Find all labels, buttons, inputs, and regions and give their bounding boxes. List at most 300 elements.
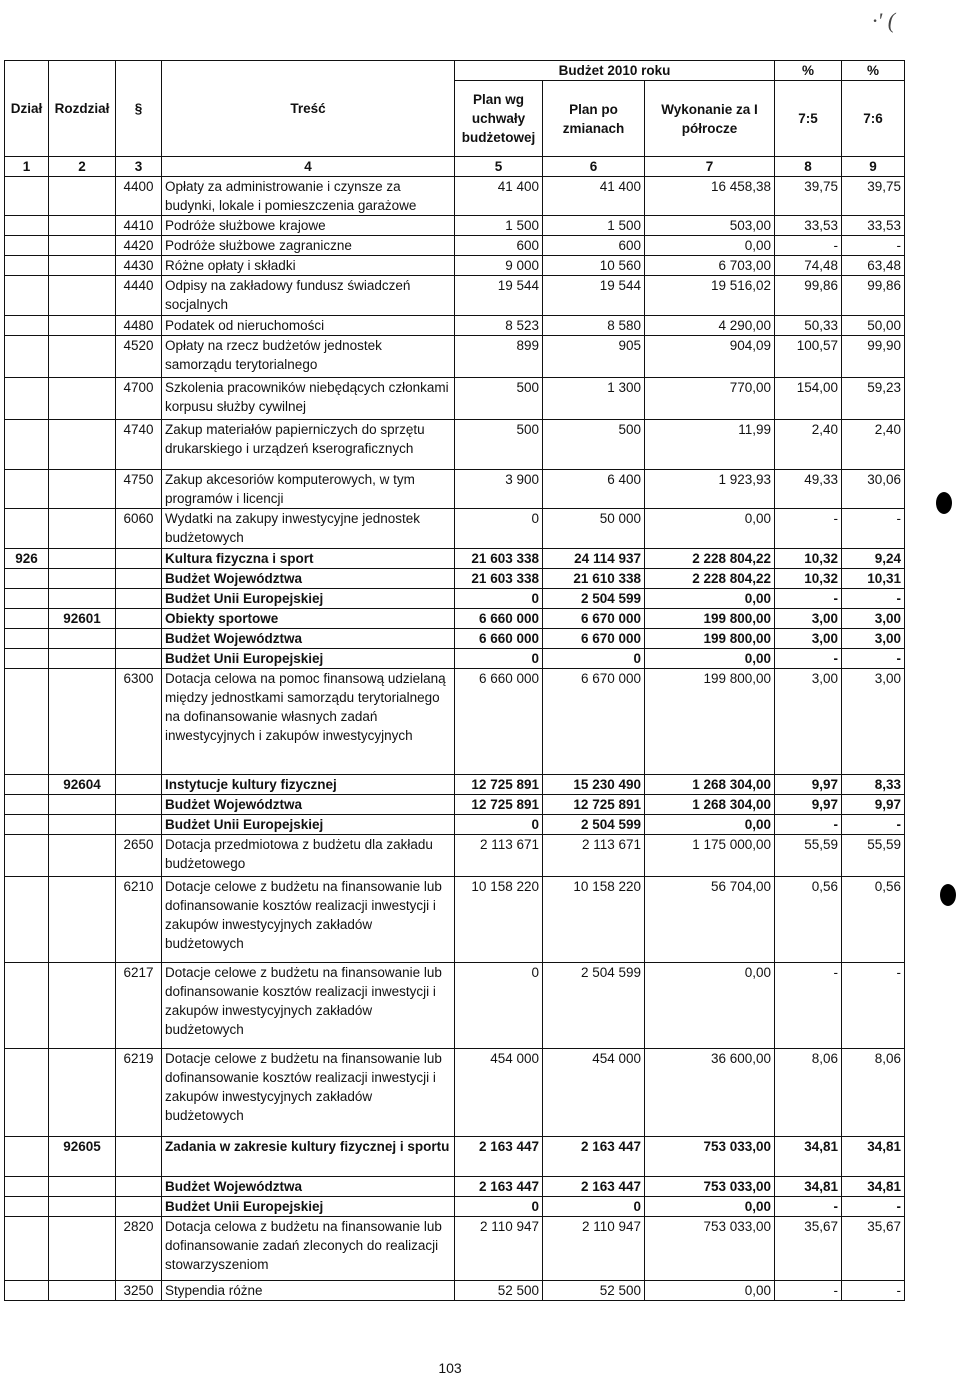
description-cell: Budżet Województwa (162, 629, 455, 649)
plan-po-zmianach-cell: 52 500 (543, 1281, 645, 1301)
rozdzial-cell (49, 649, 116, 669)
table-row (5, 775, 905, 795)
plan-po-zmianach-cell: 6 670 000 (543, 609, 645, 629)
pct-75-cell: 49,33 (775, 470, 842, 509)
paragraf-cell (116, 1137, 162, 1177)
header-pct-75-top: % (775, 61, 842, 81)
header-plan-po-zmianach: Plan po zmianach (543, 81, 645, 157)
header-plan-uchwaly: Plan wg uchwały budżetowej (455, 81, 543, 157)
pct-75-cell: - (775, 236, 842, 256)
column-number: 7 (645, 157, 775, 177)
pct-75-cell: 74,48 (775, 256, 842, 276)
pct-76-cell: 33,53 (842, 216, 905, 236)
pct-76-cell: 10,31 (842, 569, 905, 589)
pct-76-cell: 34,81 (842, 1137, 905, 1177)
rozdzial-cell (49, 669, 116, 775)
table-row (5, 177, 905, 216)
plan-po-zmianach-cell: 2 113 671 (543, 835, 645, 877)
pct-75-cell: 9,97 (775, 775, 842, 795)
paragraf-cell: 6219 (116, 1049, 162, 1137)
rozdzial-cell (49, 276, 116, 316)
pct-76-cell: 35,67 (842, 1217, 905, 1281)
wykonanie-cell: 753 033,00 (645, 1137, 775, 1177)
rozdzial-cell (49, 1281, 116, 1301)
description-cell: Instytucje kultury fizycznej (162, 775, 455, 795)
handwritten-corner-mark: ·' ( (872, 8, 896, 33)
paragraf-cell: 4420 (116, 236, 162, 256)
paragraf-cell: 4520 (116, 336, 162, 378)
dzial-cell (5, 336, 49, 378)
pct-75-cell: 9,97 (775, 795, 842, 815)
dzial-cell (5, 835, 49, 877)
plan-po-zmianach-cell: 6 670 000 (543, 629, 645, 649)
dzial-cell (5, 815, 49, 835)
plan-po-zmianach-cell: 1 500 (543, 216, 645, 236)
wykonanie-cell: 753 033,00 (645, 1177, 775, 1197)
paragraf-cell: 2820 (116, 1217, 162, 1281)
plan-uchwaly-cell: 6 660 000 (455, 629, 543, 649)
plan-uchwaly-cell: 21 603 338 (455, 549, 543, 569)
pct-75-cell: 8,06 (775, 1049, 842, 1137)
pct-76-cell: 8,33 (842, 775, 905, 795)
wykonanie-cell: 0,00 (645, 236, 775, 256)
rozdzial-cell (49, 420, 116, 470)
rozdzial-cell (49, 1049, 116, 1137)
paragraf-cell: 4750 (116, 470, 162, 509)
table-row (5, 569, 905, 589)
plan-uchwaly-cell: 21 603 338 (455, 569, 543, 589)
paragraf-cell (116, 609, 162, 629)
pct-76-cell: 0,56 (842, 877, 905, 963)
pct-76-cell: 55,59 (842, 835, 905, 877)
wykonanie-cell: 19 516,02 (645, 276, 775, 316)
pct-75-cell: 39,75 (775, 177, 842, 216)
table-row (5, 378, 905, 420)
pct-75-cell: 2,40 (775, 420, 842, 470)
description-cell: Dotacje celowe z budżetu na finansowanie lub dofinansowanie kosztów realizacji inwestycji i zakupów inwestycyjnych zakładów budżetowych (162, 963, 455, 1049)
plan-uchwaly-cell: 899 (455, 336, 543, 378)
column-number: 3 (116, 157, 162, 177)
header-paragraf: § (116, 61, 162, 157)
dzial-cell (5, 1217, 49, 1281)
rozdzial-cell (49, 216, 116, 236)
wykonanie-cell: 2 228 804,22 (645, 549, 775, 569)
table-row (5, 877, 905, 963)
description-cell: Zadania w zakresie kultury fizycznej i sportu (162, 1137, 455, 1177)
dzial-cell (5, 963, 49, 1049)
description-cell: Budżet Województwa (162, 795, 455, 815)
plan-uchwaly-cell: 2 163 447 (455, 1177, 543, 1197)
paragraf-cell: 3250 (116, 1281, 162, 1301)
column-number: 1 (5, 157, 49, 177)
dzial-cell (5, 649, 49, 669)
plan-po-zmianach-cell: 600 (543, 236, 645, 256)
wykonanie-cell: 0,00 (645, 589, 775, 609)
column-number: 8 (775, 157, 842, 177)
pct-76-cell: 99,86 (842, 276, 905, 316)
paragraf-cell (116, 775, 162, 795)
dzial-cell (5, 569, 49, 589)
plan-po-zmianach-cell: 454 000 (543, 1049, 645, 1137)
pct-75-cell: - (775, 1281, 842, 1301)
column-number: 5 (455, 157, 543, 177)
plan-po-zmianach-cell: 41 400 (543, 177, 645, 216)
paragraf-cell: 4410 (116, 216, 162, 236)
description-cell: Kultura fizyczna i sport (162, 549, 455, 569)
paragraf-cell (116, 569, 162, 589)
rozdzial-cell (49, 236, 116, 256)
header-budget-group: Budżet 2010 roku (455, 61, 775, 81)
paragraf-cell: 4740 (116, 420, 162, 470)
table-row (5, 420, 905, 470)
rozdzial-cell (49, 470, 116, 509)
description-cell: Opłaty na rzecz budżetów jednostek samorządu terytorialnego (162, 336, 455, 378)
plan-uchwaly-cell: 19 544 (455, 276, 543, 316)
dzial-cell (5, 1137, 49, 1177)
pct-76-cell: 2,40 (842, 420, 905, 470)
plan-po-zmianach-cell: 12 725 891 (543, 795, 645, 815)
pct-75-cell: 3,00 (775, 629, 842, 649)
paragraf-cell (116, 629, 162, 649)
plan-po-zmianach-cell: 2 504 599 (543, 963, 645, 1049)
pct-76-cell: 50,00 (842, 316, 905, 336)
plan-po-zmianach-cell: 50 000 (543, 509, 645, 549)
plan-uchwaly-cell: 500 (455, 378, 543, 420)
description-cell: Budżet Unii Europejskiej (162, 589, 455, 609)
plan-po-zmianach-cell: 2 163 447 (543, 1137, 645, 1177)
wykonanie-cell: 0,00 (645, 649, 775, 669)
wykonanie-cell: 503,00 (645, 216, 775, 236)
wykonanie-cell: 4 290,00 (645, 316, 775, 336)
pct-76-cell: 63,48 (842, 256, 905, 276)
plan-uchwaly-cell: 2 110 947 (455, 1217, 543, 1281)
plan-uchwaly-cell: 3 900 (455, 470, 543, 509)
pct-75-cell: 34,81 (775, 1177, 842, 1197)
header-pct-75: 7:5 (775, 81, 842, 157)
pct-75-cell: 33,53 (775, 216, 842, 236)
table-row (5, 1177, 905, 1197)
table-row (5, 609, 905, 629)
dzial-cell (5, 509, 49, 549)
pct-75-cell: 50,33 (775, 316, 842, 336)
description-cell: Podróże służbowe zagraniczne (162, 236, 455, 256)
column-number: 2 (49, 157, 116, 177)
pct-75-cell: 154,00 (775, 378, 842, 420)
plan-po-zmianach-cell: 2 163 447 (543, 1177, 645, 1197)
table-row (5, 1281, 905, 1301)
table-row (5, 549, 905, 569)
header-rozdzial: Rozdział (49, 61, 116, 157)
wykonanie-cell: 11,99 (645, 420, 775, 470)
plan-uchwaly-cell: 0 (455, 963, 543, 1049)
paragraf-cell (116, 589, 162, 609)
pct-75-cell: 0,56 (775, 877, 842, 963)
rozdzial-cell (49, 549, 116, 569)
pct-76-cell: - (842, 589, 905, 609)
pct-76-cell: - (842, 509, 905, 549)
pct-76-cell: 39,75 (842, 177, 905, 216)
table-row (5, 470, 905, 509)
pct-76-cell: 3,00 (842, 609, 905, 629)
budget-table (4, 60, 905, 1301)
paragraf-cell: 6217 (116, 963, 162, 1049)
pct-76-cell: - (842, 649, 905, 669)
wykonanie-cell: 56 704,00 (645, 877, 775, 963)
plan-po-zmianach-cell: 2 504 599 (543, 589, 645, 609)
plan-uchwaly-cell: 500 (455, 420, 543, 470)
rozdzial-cell (49, 1197, 116, 1217)
pct-76-cell: 30,06 (842, 470, 905, 509)
plan-po-zmianach-cell: 6 670 000 (543, 669, 645, 775)
description-cell: Wydatki na zakupy inwestycyjne jednostek budżetowych (162, 509, 455, 549)
column-number: 4 (162, 157, 455, 177)
plan-po-zmianach-cell: 500 (543, 420, 645, 470)
pct-75-cell: - (775, 649, 842, 669)
rozdzial-cell (49, 378, 116, 420)
description-cell: Budżet Unii Europejskiej (162, 649, 455, 669)
pct-76-cell: - (842, 236, 905, 256)
pct-75-cell: 3,00 (775, 609, 842, 629)
dzial-cell (5, 1281, 49, 1301)
description-cell: Opłaty za administrowanie i czynsze za budynki, lokale i pomieszczenia garażowe (162, 177, 455, 216)
dzial-cell (5, 276, 49, 316)
pct-75-cell: 100,57 (775, 336, 842, 378)
pct-76-cell: 34,81 (842, 1177, 905, 1197)
plan-uchwaly-cell: 10 158 220 (455, 877, 543, 963)
paragraf-cell: 4400 (116, 177, 162, 216)
paragraf-cell: 6300 (116, 669, 162, 775)
dzial-cell (5, 420, 49, 470)
plan-po-zmianach-cell: 19 544 (543, 276, 645, 316)
rozdzial-cell (49, 1177, 116, 1197)
rozdzial-cell (49, 815, 116, 835)
pct-76-cell: - (842, 815, 905, 835)
pct-76-cell: - (842, 1197, 905, 1217)
description-cell: Odpisy na zakładowy fundusz świadczeń socjalnych (162, 276, 455, 316)
description-cell: Budżet Województwa (162, 1177, 455, 1197)
wykonanie-cell: 0,00 (645, 509, 775, 549)
pct-76-cell: 3,00 (842, 629, 905, 649)
paragraf-cell: 4430 (116, 256, 162, 276)
table-row (5, 589, 905, 609)
plan-uchwaly-cell: 0 (455, 589, 543, 609)
plan-po-zmianach-cell: 0 (543, 649, 645, 669)
binding-hole-mark (936, 492, 952, 514)
plan-po-zmianach-cell: 0 (543, 1197, 645, 1217)
pct-76-cell: 99,90 (842, 336, 905, 378)
description-cell: Budżet Unii Europejskiej (162, 1197, 455, 1217)
header-tresc: Treść (162, 61, 455, 157)
description-cell: Dotacje celowe z budżetu na finansowanie lub dofinansowanie kosztów realizacji inwestycji i zakupów inwestycyjnych zakładów budżetowych (162, 1049, 455, 1137)
table-row (5, 316, 905, 336)
paragraf-cell (116, 815, 162, 835)
wykonanie-cell: 770,00 (645, 378, 775, 420)
rozdzial-cell (49, 877, 116, 963)
wykonanie-cell: 199 800,00 (645, 609, 775, 629)
table-row (5, 236, 905, 256)
plan-po-zmianach-cell: 24 114 937 (543, 549, 645, 569)
pct-75-cell: 34,81 (775, 1137, 842, 1177)
dzial-cell (5, 316, 49, 336)
description-cell: Podatek od nieruchomości (162, 316, 455, 336)
rozdzial-cell: 92601 (49, 609, 116, 629)
dzial-cell (5, 609, 49, 629)
description-cell: Stypendia różne (162, 1281, 455, 1301)
table-row (5, 509, 905, 549)
dzial-cell (5, 669, 49, 775)
binding-hole-mark (940, 884, 956, 906)
paragraf-cell: 2650 (116, 835, 162, 877)
dzial-cell (5, 775, 49, 795)
plan-uchwaly-cell: 2 113 671 (455, 835, 543, 877)
plan-po-zmianach-cell: 905 (543, 336, 645, 378)
pct-75-cell: 35,67 (775, 1217, 842, 1281)
plan-uchwaly-cell: 0 (455, 1197, 543, 1217)
plan-po-zmianach-cell: 6 400 (543, 470, 645, 509)
pct-75-cell: - (775, 963, 842, 1049)
plan-uchwaly-cell: 41 400 (455, 177, 543, 216)
dzial-cell (5, 795, 49, 815)
table-row (5, 336, 905, 378)
rozdzial-cell (49, 629, 116, 649)
table-row (5, 256, 905, 276)
column-number: 6 (543, 157, 645, 177)
description-cell: Różne opłaty i składki (162, 256, 455, 276)
wykonanie-cell: 0,00 (645, 1281, 775, 1301)
pct-76-cell: - (842, 1281, 905, 1301)
plan-uchwaly-cell: 0 (455, 509, 543, 549)
wykonanie-cell: 0,00 (645, 1197, 775, 1217)
plan-uchwaly-cell: 454 000 (455, 1049, 543, 1137)
plan-po-zmianach-cell: 2 504 599 (543, 815, 645, 835)
description-cell: Dotacja przedmiotowa z budżetu dla zakładu budżetowego (162, 835, 455, 877)
pct-75-cell: 55,59 (775, 835, 842, 877)
table-row (5, 216, 905, 236)
paragraf-cell: 4480 (116, 316, 162, 336)
paragraf-cell (116, 795, 162, 815)
pct-76-cell: 59,23 (842, 378, 905, 420)
table-row (5, 835, 905, 877)
plan-uchwaly-cell: 0 (455, 815, 543, 835)
wykonanie-cell: 199 800,00 (645, 629, 775, 649)
budget-rows (5, 177, 905, 1301)
dzial-cell (5, 470, 49, 509)
table-row (5, 1049, 905, 1137)
plan-po-zmianach-cell: 8 580 (543, 316, 645, 336)
pct-76-cell: 8,06 (842, 1049, 905, 1137)
pct-75-cell: 10,32 (775, 549, 842, 569)
header-pct-76-top: % (842, 61, 905, 81)
rozdzial-cell (49, 177, 116, 216)
header-wykonanie: Wykonanie za I półrocze (645, 81, 775, 157)
description-cell: Budżet Województwa (162, 569, 455, 589)
plan-po-zmianach-cell: 2 110 947 (543, 1217, 645, 1281)
dzial-cell (5, 378, 49, 420)
plan-uchwaly-cell: 6 660 000 (455, 669, 543, 775)
plan-po-zmianach-cell: 1 300 (543, 378, 645, 420)
paragraf-cell: 6210 (116, 877, 162, 963)
description-cell: Dotacja celowa z budżetu na finansowanie lub dofinansowanie zadań zleconych do realizacji stowarzyszeniom (162, 1217, 455, 1281)
wykonanie-cell: 1 175 000,00 (645, 835, 775, 877)
plan-uchwaly-cell: 1 500 (455, 216, 543, 236)
wykonanie-cell: 2 228 804,22 (645, 569, 775, 589)
rozdzial-cell (49, 1217, 116, 1281)
dzial-cell (5, 629, 49, 649)
wykonanie-cell: 0,00 (645, 963, 775, 1049)
dzial-cell (5, 1177, 49, 1197)
table-row (5, 815, 905, 835)
paragraf-cell (116, 549, 162, 569)
wykonanie-cell: 199 800,00 (645, 669, 775, 775)
plan-uchwaly-cell: 2 163 447 (455, 1137, 543, 1177)
wykonanie-cell: 0,00 (645, 815, 775, 835)
pct-75-cell: 3,00 (775, 669, 842, 775)
pct-75-cell: 99,86 (775, 276, 842, 316)
header-dzial: Dział (5, 61, 49, 157)
plan-uchwaly-cell: 12 725 891 (455, 775, 543, 795)
description-cell: Dotacje celowe z budżetu na finansowanie lub dofinansowanie kosztów realizacji inwestycji i zakupów inwestycyjnych zakładów budżetowych (162, 877, 455, 963)
table-row (5, 963, 905, 1049)
pct-76-cell: - (842, 963, 905, 1049)
table-row (5, 795, 905, 815)
table-row (5, 629, 905, 649)
plan-uchwaly-cell: 6 660 000 (455, 609, 543, 629)
table-row (5, 669, 905, 775)
wykonanie-cell: 753 033,00 (645, 1217, 775, 1281)
description-cell: Obiekty sportowe (162, 609, 455, 629)
rozdzial-cell (49, 795, 116, 815)
plan-uchwaly-cell: 8 523 (455, 316, 543, 336)
plan-po-zmianach-cell: 10 560 (543, 256, 645, 276)
description-cell: Podróże służbowe krajowe (162, 216, 455, 236)
plan-po-zmianach-cell: 15 230 490 (543, 775, 645, 795)
table-row (5, 649, 905, 669)
rozdzial-cell (49, 835, 116, 877)
paragraf-cell (116, 649, 162, 669)
rozdzial-cell (49, 509, 116, 549)
rozdzial-cell: 92605 (49, 1137, 116, 1177)
dzial-cell (5, 216, 49, 236)
dzial-cell (5, 1197, 49, 1217)
rozdzial-cell (49, 569, 116, 589)
column-number: 9 (842, 157, 905, 177)
paragraf-cell: 6060 (116, 509, 162, 549)
plan-po-zmianach-cell: 10 158 220 (543, 877, 645, 963)
rozdzial-cell (49, 316, 116, 336)
table-row (5, 276, 905, 316)
description-cell: Budżet Unii Europejskiej (162, 815, 455, 835)
rozdzial-cell (49, 336, 116, 378)
plan-uchwaly-cell: 52 500 (455, 1281, 543, 1301)
paragraf-cell (116, 1197, 162, 1217)
description-cell: Dotacja celowa na pomoc finansową udzielaną między jednostkami samorządu terytorialnego na dofinansowanie własnych zadań inwestycyjnych i zakupów inwestycyjnych (162, 669, 455, 775)
page-number: 103 (438, 1360, 462, 1376)
plan-po-zmianach-cell: 21 610 338 (543, 569, 645, 589)
paragraf-cell: 4700 (116, 378, 162, 420)
column-number-row (5, 157, 905, 177)
rozdzial-cell (49, 963, 116, 1049)
plan-uchwaly-cell: 12 725 891 (455, 795, 543, 815)
description-cell: Zakup akcesoriów komputerowych, w tym programów i licencji (162, 470, 455, 509)
rozdzial-cell (49, 589, 116, 609)
pct-76-cell: 9,97 (842, 795, 905, 815)
dzial-cell: 926 (5, 549, 49, 569)
pct-75-cell: - (775, 509, 842, 549)
wykonanie-cell: 36 600,00 (645, 1049, 775, 1137)
pct-75-cell: 10,32 (775, 569, 842, 589)
wykonanie-cell: 16 458,38 (645, 177, 775, 216)
wykonanie-cell: 1 268 304,00 (645, 795, 775, 815)
